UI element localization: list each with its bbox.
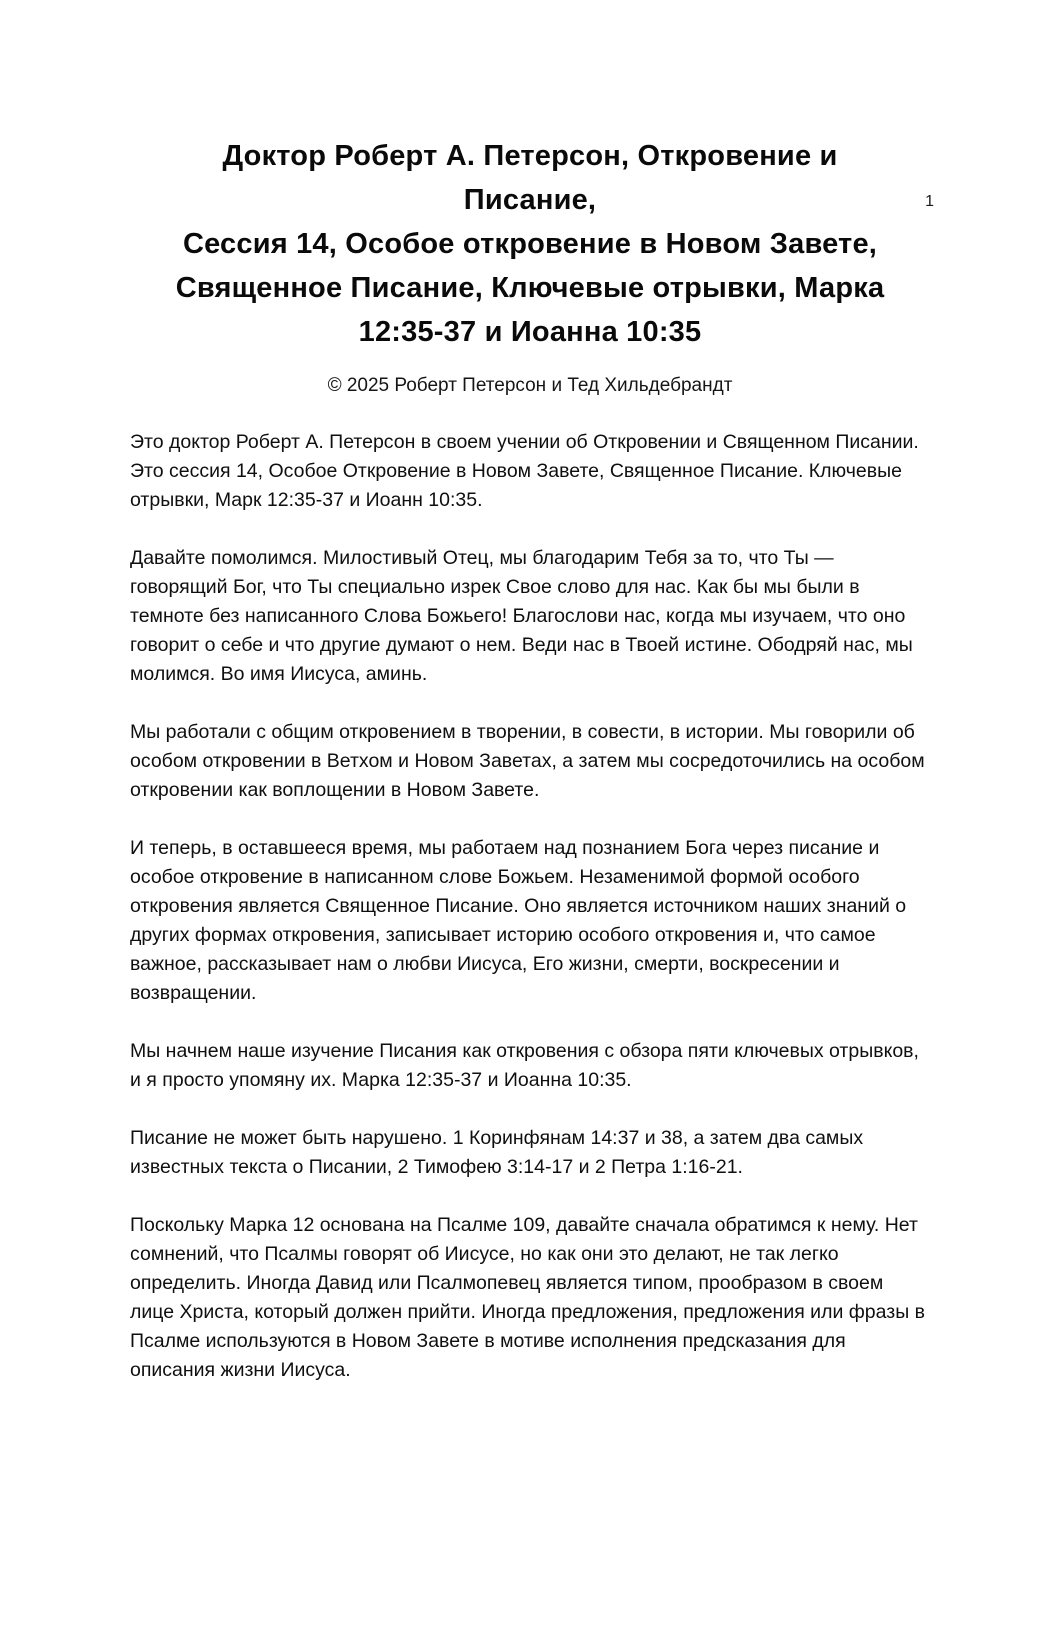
document-body (130, 428, 930, 1385)
document-page (0, 134, 1058, 1385)
title-line-3: Сессия 14, Особое откровение в Новом Завете, (182, 228, 878, 260)
title-line-2: Писание, (463, 184, 597, 216)
page-number: 1 (925, 193, 934, 210)
title-line-1: Доктор Роберт А. Петерсон, Откровение и (222, 140, 838, 172)
paragraph-recap: Мы работали с общим откровением в творении, в совести, в истории. Мы говорили об особом откровении в Ветхом и Новом Заветах, а затем мы сосредоточились на особом откровении как воплощении в Новом Завете. (130, 721, 925, 802)
paragraph-texts-list: Писание не может быть нарушено. 1 Коринфянам 14:37 и 38, а затем два самых известных текста о Писании, 2 Тимофею 3:14-17 и 2 Петра 1:16-21. (130, 1127, 864, 1179)
paragraph-prayer: Давайте помолимся. Милостивый Отец, мы благодарим Тебя за то, что Ты — говорящий Бог, что Ты специально изрек Свое слово для нас. Как бы мы были в темноте без написанного Слова Божьего! Благослови нас, когда мы изучаем, что оно говорит о себе и что другие думают о нем. Веди нас в Твоей истине. Ободряй нас, мы молимся. Во имя Иисуса, аминь. (130, 547, 913, 686)
document-title (130, 134, 930, 354)
paragraph-scripture-form: И теперь, в оставшееся время, мы работаем над познанием Бога через писание и особое откровение в написанном слове Божьем. Незаменимой формой особого откровения является Священное Писание. Оно является источником наших знаний о других формах откровения, записывает историю особого откровения и, что самое важное, рассказывает нам о любви Иисуса, Его жизни, смерти, воскресении и возвращении. (130, 837, 907, 1005)
title-line-4: Священное Писание, Ключевые отрывки, Марка (175, 272, 885, 304)
paragraph-key-passages: Мы начнем наше изучение Писания как откровения с обзора пяти ключевых отрывков, и я просто упомяну их. Марка 12:35-37 и Иоанна 10:35. (130, 1040, 919, 1092)
title-line-5: 12:35-37 и Иоанна 10:35 (358, 316, 702, 348)
paragraph-psalm: Поскольку Марка 12 основана на Псалме 109, давайте сначала обратимся к нему. Нет сомнений, что Псалмы говорят об Иисусе, но как они это делают, не так легко определить. Иногда Давид или Псалмопевец является типом, прообразом в своем лице Христа, который должен прийти. Иногда предложения, предложения или фразы в Псалме используются в Новом Завете в мотиве исполнения предсказания для описания жизни Иисуса. (130, 1214, 926, 1382)
paragraph-intro: Это доктор Роберт А. Петерсон в своем учении об Откровении и Священном Писании. Это сессия 14, Особое Откровение в Новом Завете, Священное Писание. Ключевые отрывки, Марк 12:35-37 и Иоанн 10:35. (130, 431, 919, 512)
copyright-line: © 2025 Роберт Петерсон и Тед Хильдебрандт (327, 375, 733, 397)
